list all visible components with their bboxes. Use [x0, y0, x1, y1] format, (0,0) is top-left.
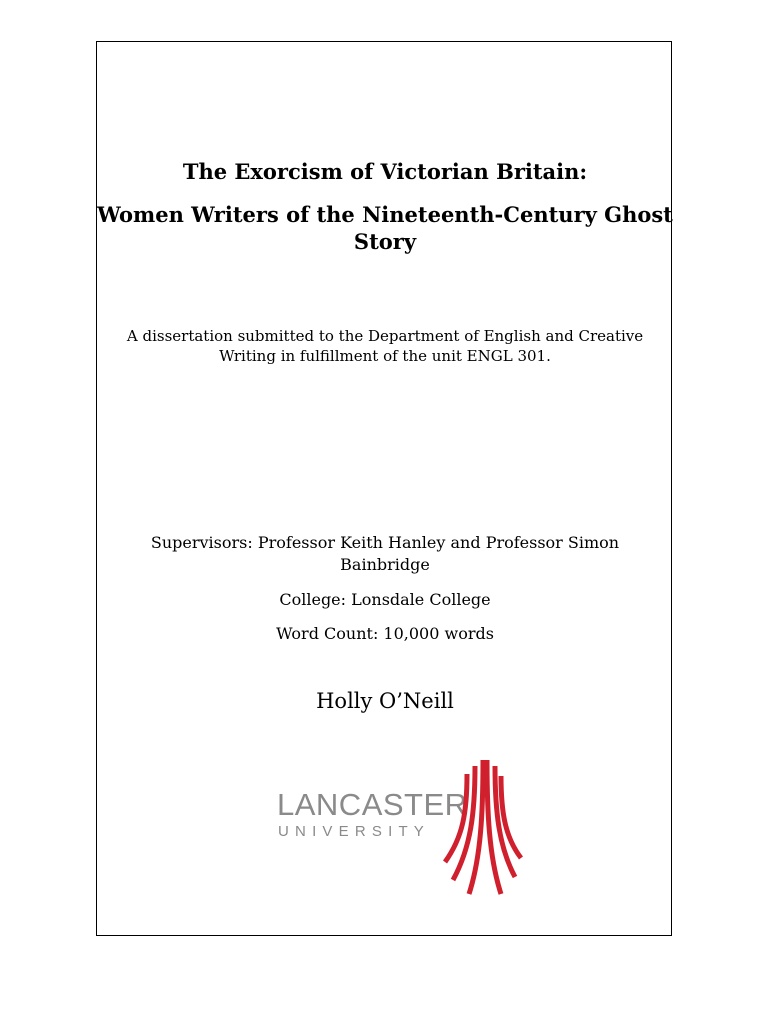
university-logo [277, 752, 527, 902]
college-text: College: Lonsdale College [279, 590, 491, 609]
word-count-text: Word Count: 10,000 words [276, 624, 494, 643]
logo-name-line-2: UNIVERSITY [278, 823, 431, 840]
title-line-2: Women Writers of the Nineteenth-Century Ghost Story [97, 202, 673, 254]
supervisors-text: Supervisors: Professor Keith Hanley and Professor Simon Bainbridge [150, 533, 620, 574]
author-name: Holly O’Neill [316, 689, 454, 713]
title-line-1: The Exorcism of Victorian Britain: [182, 159, 588, 184]
page-frame [96, 41, 672, 936]
dissertation-description: A dissertation submitted to the Department of English and Creative Writing in fulfillment of the unit ENGL 301. [126, 327, 644, 365]
logo-name-line-1: LANCASTER [277, 787, 468, 822]
lancaster-university-crest-icon [443, 752, 523, 897]
